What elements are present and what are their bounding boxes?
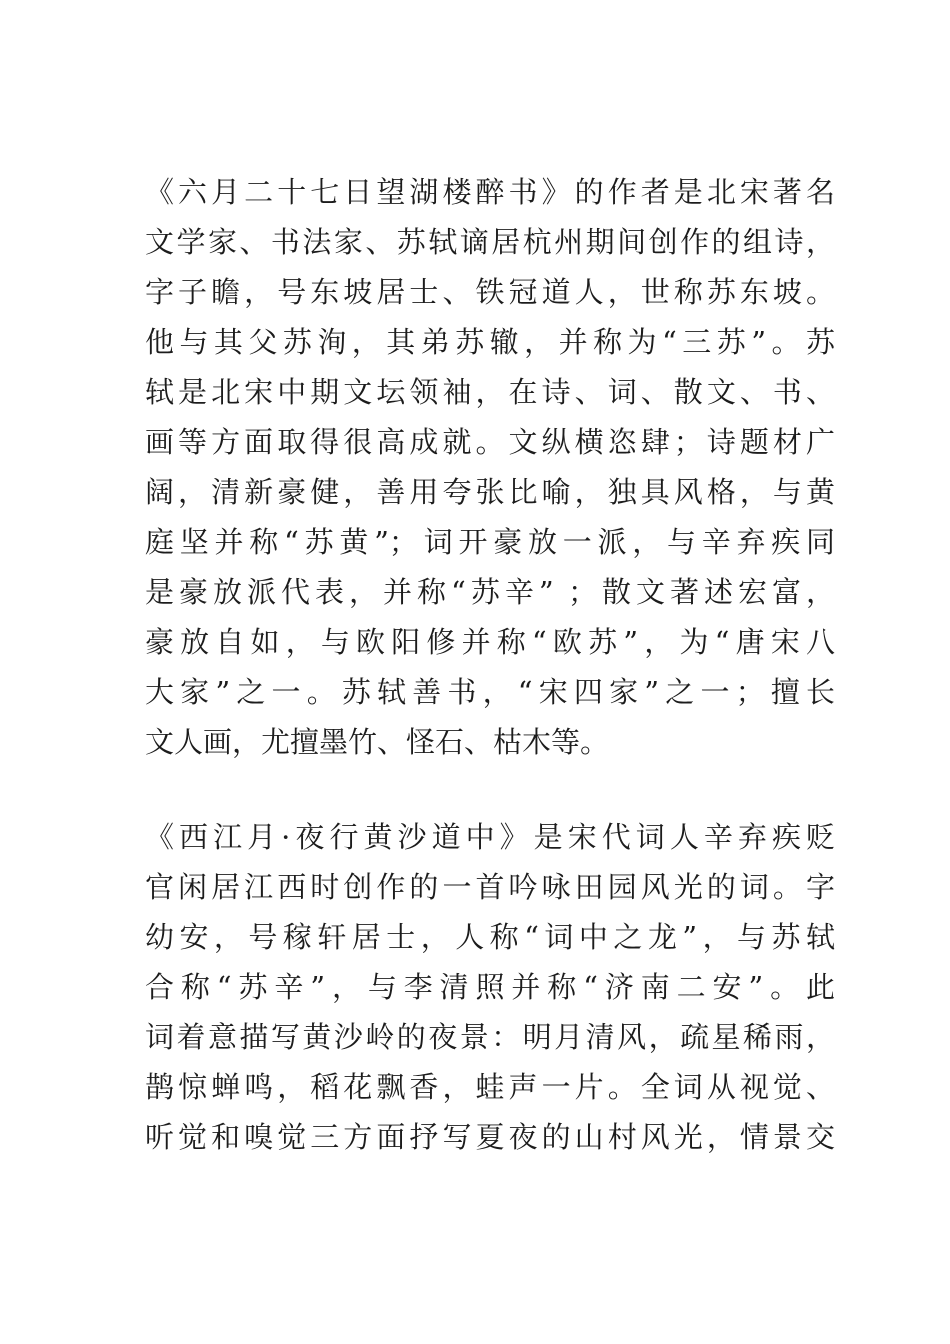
text-line: 字子瞻，号东坡居士、铁冠道人，世称苏东坡。: [145, 275, 835, 309]
text-line: 是豪放派代表，并称“苏辛” ；散文著述宏富，: [145, 575, 835, 609]
text-line: 官闲居江西时创作的一首吟咏田园风光的词。字: [145, 870, 835, 904]
text-line: 文人画，尤擅墨竹、怪石、枯木等。: [145, 725, 610, 759]
text-line: 豪放自如，与欧阳修并称“欧苏”，为“唐宋八: [145, 625, 835, 659]
text-line: 他与其父苏洵，其弟苏辙，并称为“三苏”。苏: [145, 325, 835, 359]
text-line: 《西江月·夜行黄沙道中》是宋代词人辛弃疾贬: [145, 820, 835, 854]
text-line: 幼安，号稼轩居士，人称“词中之龙”，与苏轼: [145, 920, 835, 954]
text-line: 文学家、书法家、苏轼谪居杭州期间创作的组诗，: [145, 225, 835, 259]
text-line: 《六月二十七日望湖楼醉书》的作者是北宋著名: [145, 175, 835, 209]
text-line: 鹊惊蝉鸣，稻花飘香，蛙声一片。全词从视觉、: [145, 1070, 835, 1104]
text-line: 轼是北宋中期文坛领袖，在诗、词、散文、书、: [145, 375, 835, 409]
text-line: 合称“苏辛”，与李清照并称“济南二安”。此: [145, 970, 835, 1004]
paragraph-su-shi: [145, 167, 835, 767]
paragraph-xin-qiji: [145, 812, 835, 1162]
text-line: 阔，清新豪健，善用夸张比喻，独具风格，与黄: [145, 475, 835, 509]
text-line: 庭坚并称“苏黄”；词开豪放一派，与辛弃疾同: [145, 525, 835, 559]
text-line: 画等方面取得很高成就。文纵横恣肆；诗题材广: [145, 425, 835, 459]
text-line: 听觉和嗅觉三方面抒写夏夜的山村风光，情景交: [145, 1120, 835, 1154]
text-line: 大家”之一。苏轼善书，“宋四家”之一；擅长: [145, 675, 835, 709]
text-line: 词着意描写黄沙岭的夜景：明月清风，疏星稀雨，: [145, 1020, 835, 1054]
